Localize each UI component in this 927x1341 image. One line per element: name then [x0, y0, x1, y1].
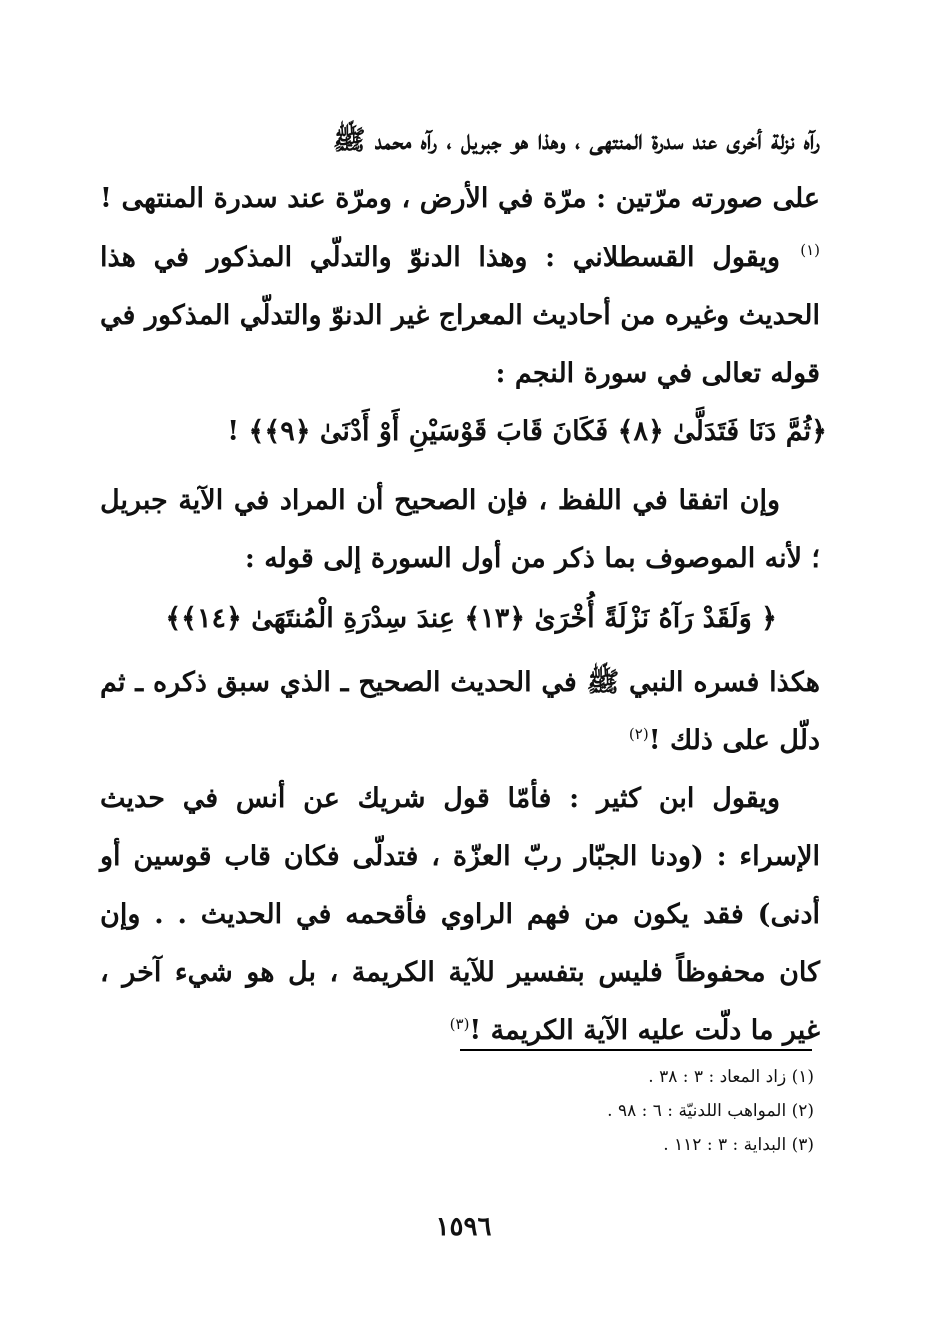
paragraph-1-line-1: رآه نزلة أخرى عند سدرة المنتهى ، وهذا هو جبريل ، رآه محمد ﷺ: [332, 125, 820, 156]
quran-verse-1: ﴿ثُمَّ دَنَا فَتَدَلَّىٰ ﴿٨﴾ فَكَانَ قَابَ قَوْسَيْنِ أَوْ أَدْنَىٰ ﴿٩﴾﴾ !: [227, 416, 827, 447]
footnote-2: (٢) المواهب اللدنيّة : ٦ : ٩٨ .: [607, 1101, 814, 1121]
paragraph-3: وإن اتفقا في اللفظ ، فإن الصحيح أن المراد في الآية جبريل ؛ لأنه الموصوف بما ذكر من أول السورة إلى قوله :: [100, 485, 820, 574]
paragraph-2: ويقول القسطلاني : وهذا الدنوّ والتدلّي المذكور في هذا الحديث وغيره من أحاديث المعراج غير الدنوّ والتدلّي المذكور في قوله تعالى في سورة النجم :: [100, 242, 820, 389]
footnote-divider: [460, 1049, 812, 1051]
paragraph-5: [100, 770, 820, 1060]
paragraph-5-text: ويقول ابن كثير : فأمّا قول شريك عن أنس في حديث الإسراء : (ودنا الجبّار ربّ العزّة ، فتدلّى فكان قاب قوسين أو أدنى) فقد يكون من فهم الراوي فأقحمه في الحديث . . وإن كان محفوظاً فليس بتفسير للآية الكريمة ، بل هو شيء آخر ، غير ما دلّت عليه الآية الكريمة !: [100, 783, 820, 1046]
footnote-ref-2: (٢): [628, 725, 649, 743]
quran-verse-2: ﴿ وَلَقَدْ رَآهُ نَزْلَةً أُخْرَىٰ ﴿١٣﴾ عِندَ سِدْرَةِ الْمُنتَهَىٰ ﴿١٤﴾﴾: [165, 603, 777, 634]
paragraph-4-text: هكذا فسره النبي ﷺ في الحديث الصحيح ـ الذي سبق ذكره ـ ثم دلّل على ذلك !: [100, 667, 820, 756]
footnote-ref-1: (١): [800, 241, 820, 259]
footnote-1: (١) زاد المعاد : ٣ : ٣٨ .: [648, 1067, 814, 1087]
footnote-ref-3: (٣): [449, 1015, 470, 1033]
footnote-3: (٣) البداية : ٣ : ١١٢ .: [663, 1135, 814, 1155]
page-number: ١٥٩٦: [435, 1212, 492, 1242]
footnotes: [607, 1060, 814, 1162]
paragraph-4: [100, 654, 820, 770]
paragraph-1-line-2: على صورته مرّتين : مرّة في الأرض ، ومرّة عند سدرة المنتهى !: [100, 183, 820, 214]
